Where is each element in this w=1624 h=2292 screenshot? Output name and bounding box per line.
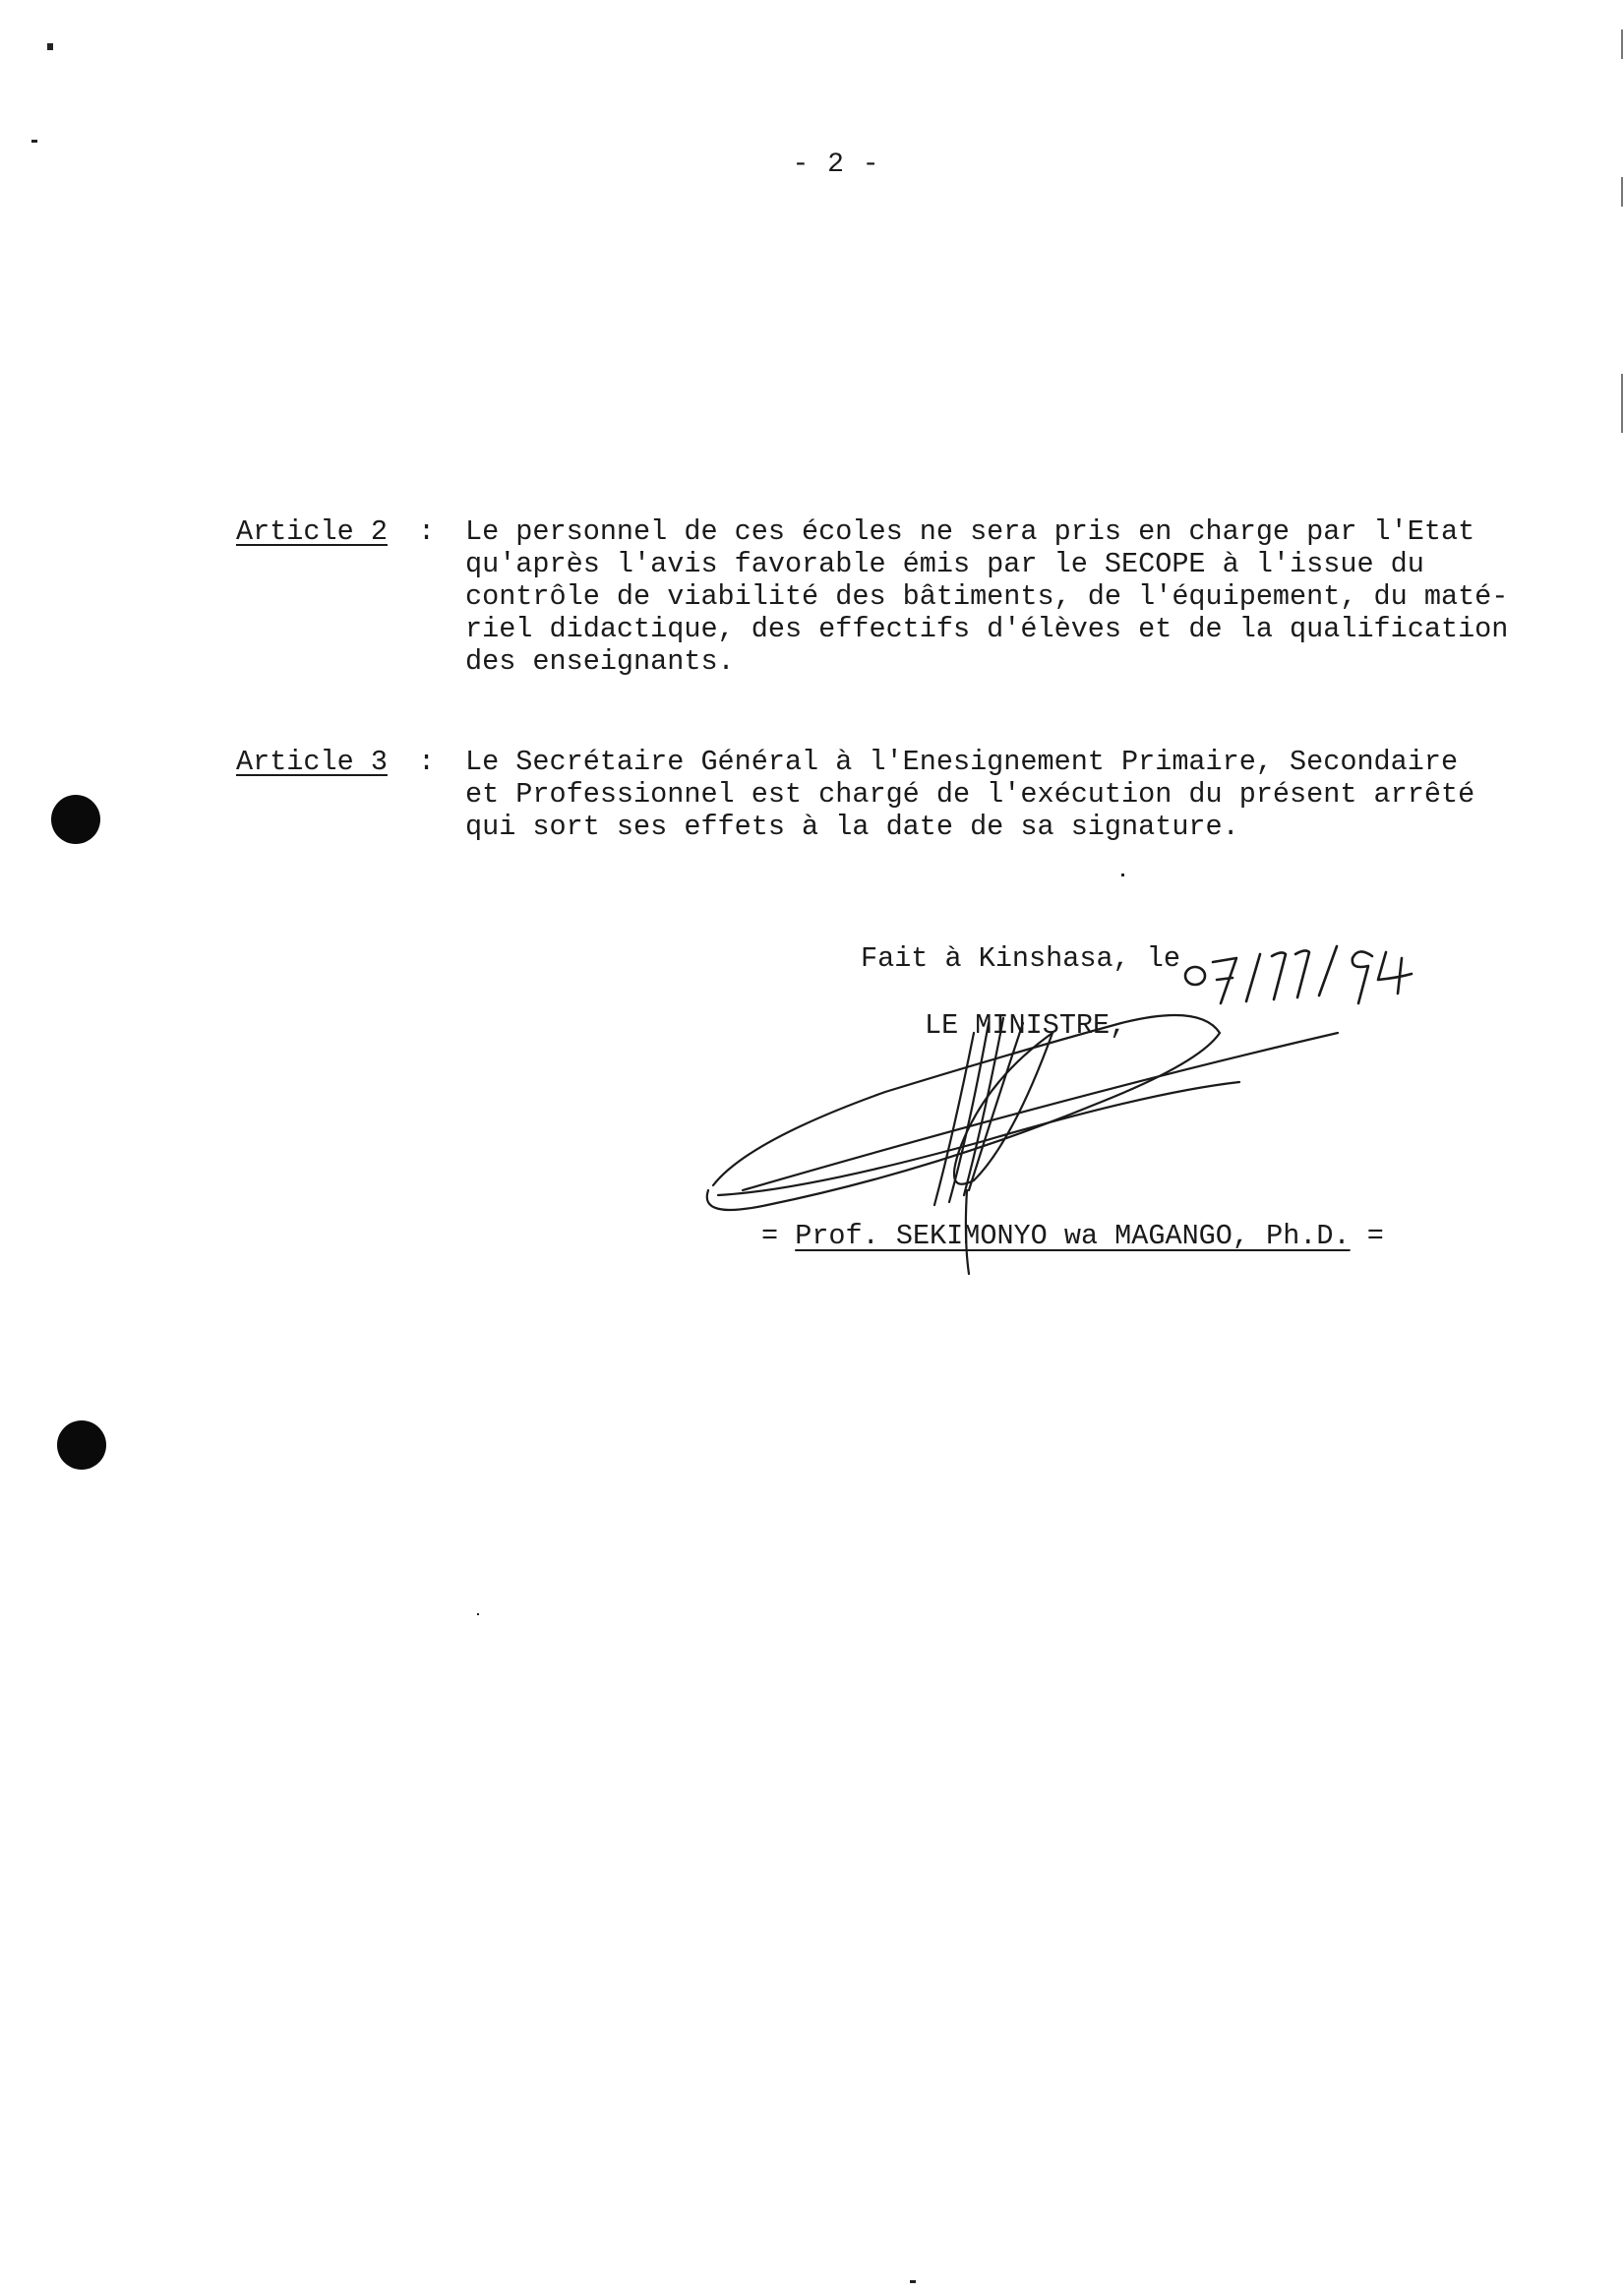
punch-hole xyxy=(51,795,100,844)
minister-name xyxy=(761,1220,1384,1252)
article-body xyxy=(465,746,1537,843)
article-body xyxy=(465,515,1537,678)
scan-speck xyxy=(1121,874,1124,876)
article-label: Article 3 xyxy=(236,746,388,778)
article-line: Le personnel de ces écoles ne sera pris en charge par l'Etat xyxy=(465,515,1475,548)
name-suffix: = xyxy=(1350,1220,1384,1252)
article-line: Le Secrétaire Général à l'Enesignement Primaire, Secondaire xyxy=(465,746,1459,778)
name-prefix: = xyxy=(761,1220,796,1252)
article-line: des enseignants. xyxy=(465,645,735,678)
article-line: qui sort ses effets à la date de sa signature. xyxy=(465,811,1239,843)
scan-edge-mark xyxy=(1621,374,1623,433)
article-colon: : xyxy=(418,746,436,778)
article-colon: : xyxy=(418,515,436,548)
name-text: Prof. SEKIMONYO wa MAGANGO, Ph.D. xyxy=(795,1220,1351,1252)
punch-hole xyxy=(57,1420,106,1470)
minister-title: LE MINISTRE, xyxy=(925,1009,1127,1042)
scan-edge-mark xyxy=(1621,177,1623,207)
page-number: - 2 - xyxy=(792,150,880,180)
article-label: Article 2 xyxy=(236,515,388,548)
article-line: riel didactique, des effectifs d'élèves et de la qualification xyxy=(465,613,1509,645)
scan-speck xyxy=(477,1613,479,1615)
scan-speck xyxy=(31,140,37,143)
article-line: et Professionnel est chargé de l'exécution du présent arrêté xyxy=(465,778,1475,811)
place-line: Fait à Kinshasa, le xyxy=(861,942,1180,975)
scan-speck xyxy=(910,2280,916,2283)
article-line: qu'après l'avis favorable émis par le SECOPE à l'issue du xyxy=(465,548,1424,580)
scan-edge-mark xyxy=(1621,30,1623,59)
scan-speck xyxy=(47,43,53,50)
article-line: contrôle de viabilité des bâtiments, de l'équipement, du maté- xyxy=(465,580,1509,613)
